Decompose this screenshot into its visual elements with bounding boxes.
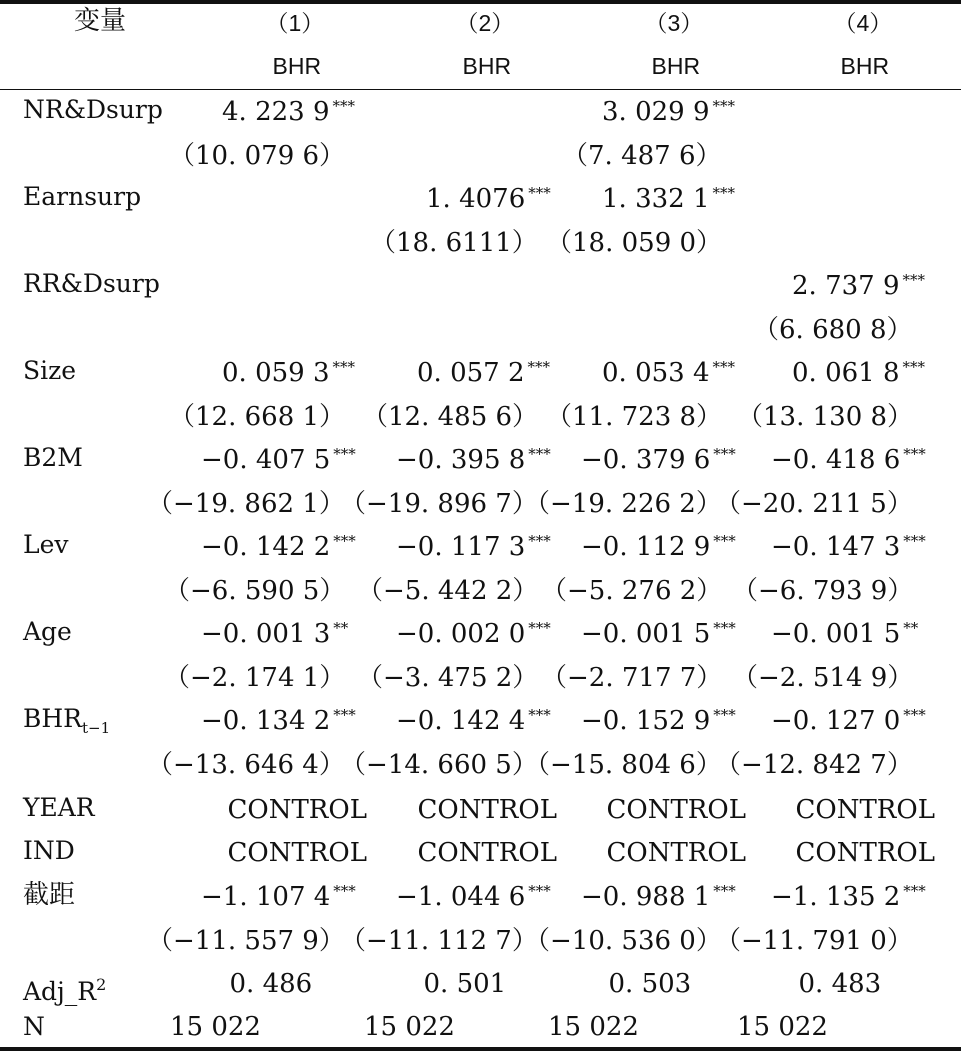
header-column-number: （3） <box>644 10 704 36</box>
row-intercept-label: 截距 <box>23 880 76 910</box>
significance-stars: *** <box>332 97 356 115</box>
row-age-coefficient: −0. 001 5 *** <box>581 619 736 649</box>
significance-stars: *** <box>333 706 356 724</box>
header-dependent-variable: BHR <box>840 53 890 79</box>
row-lev-coefficient: −0. 112 9 *** <box>581 532 736 562</box>
ind-control-value: CONTROL <box>606 838 746 868</box>
row-intercept-t-statistic: （−11. 791 0） <box>715 926 913 956</box>
row-intercept-t-statistic: （−11. 112 7） <box>340 926 538 956</box>
row-b2m-t-statistic: （−19. 862 1） <box>147 489 345 519</box>
row-intercept-coefficient: −1. 107 4 *** <box>201 882 356 912</box>
row-b2m-coefficient: −0. 395 8 *** <box>396 445 551 475</box>
row-b2m-t-statistic: （−19. 226 2） <box>524 489 722 519</box>
row-nr-dsurp-coefficient: 3. 029 9 *** <box>602 97 736 127</box>
significance-stars: *** <box>713 445 736 463</box>
row-b2m-label: B2M <box>23 443 83 472</box>
row-lev-coefficient: −0. 117 3 *** <box>396 532 551 562</box>
significance-stars: *** <box>903 706 926 724</box>
significance-stars: *** <box>333 532 356 550</box>
row-age-coefficient: −0. 001 5 ** <box>771 619 919 649</box>
row-intercept-t-statistic: （−11. 557 9） <box>147 926 345 956</box>
row-bhr-coefficient: −0. 127 0 *** <box>771 706 926 736</box>
row-intercept-coefficient: −0. 988 1 *** <box>581 882 736 912</box>
header-column-number: （1） <box>265 10 325 36</box>
row-size-coefficient: 0. 061 8 *** <box>792 358 926 388</box>
ind-control-value: CONTROL <box>227 838 367 868</box>
row-rr-dsurp-coefficient: 2. 737 9 *** <box>792 271 926 301</box>
row-b2m-t-statistic: （−19. 896 7） <box>340 489 538 519</box>
row-nr-dsurp-t-statistic: （7. 487 6） <box>562 141 722 171</box>
row-bhr-t-statistic: （−14. 660 5） <box>340 750 538 780</box>
row-intercept-coefficient: −1. 135 2 *** <box>771 882 926 912</box>
ind-label: IND <box>23 836 75 865</box>
row-nr-dsurp-label: NR&Dsurp <box>23 95 163 124</box>
row-age-t-statistic: （−2. 717 7） <box>541 663 723 693</box>
row-size-t-statistic: （12. 668 1） <box>169 402 346 432</box>
row-rr-dsurp-t-statistic: （6. 680 8） <box>753 315 913 345</box>
row-lev-t-statistic: （−6. 793 9） <box>732 576 914 606</box>
row-b2m-coefficient: −0. 379 6 *** <box>581 445 736 475</box>
adj-r2-label: $Adj\_R^2$ <box>23 975 107 1006</box>
row-lev-label: Lev <box>23 530 69 559</box>
row-bhr-t-statistic: （−15. 804 6） <box>524 750 722 780</box>
n-value: 15 022 <box>548 1012 639 1042</box>
significance-stars: *** <box>902 358 926 376</box>
significance-stars: *** <box>903 445 926 463</box>
significance-stars: *** <box>713 532 736 550</box>
header-column-number: （4） <box>833 10 893 36</box>
row-size-label: Size <box>23 356 77 385</box>
row-bhr-t-statistic: （−12. 842 7） <box>715 750 913 780</box>
row-nr-dsurp-coefficient: 4. 223 9 *** <box>222 97 356 127</box>
year-label: YEAR <box>23 793 95 822</box>
significance-stars: *** <box>712 184 736 202</box>
year-control-value: CONTROL <box>795 795 935 825</box>
n-value: 15 022 <box>737 1012 828 1042</box>
row-age-coefficient: −0. 001 3 ** <box>201 619 349 649</box>
row-age-coefficient: −0. 002 0 *** <box>396 619 551 649</box>
row-age-label: Age <box>23 617 72 646</box>
header-column-number: （2） <box>455 10 515 36</box>
n-value: 15 022 <box>170 1012 261 1042</box>
ind-control-value: CONTROL <box>417 838 557 868</box>
row-earnsurp-t-statistic: （18. 059 0） <box>546 228 723 258</box>
row-lev-coefficient: −0. 142 2 *** <box>201 532 356 562</box>
row-b2m-coefficient: −0. 418 6 *** <box>771 445 926 475</box>
adj-r2-value: 0. 501 <box>423 969 507 999</box>
row-lev-t-statistic: （−5. 276 2） <box>541 576 723 606</box>
row-intercept-coefficient: −1. 044 6 *** <box>396 882 551 912</box>
row-age-t-statistic: （−2. 174 1） <box>164 663 346 693</box>
significance-stars: *** <box>713 882 736 900</box>
header-variable: 变量 <box>74 6 127 36</box>
header-dependent-variable: BHR <box>651 53 701 79</box>
row-b2m-t-statistic: （−20. 211 5） <box>715 489 913 519</box>
row-age-t-statistic: （−3. 475 2） <box>357 663 539 693</box>
row-size-coefficient: 0. 059 3 *** <box>222 358 356 388</box>
header-dependent-variable: BHR <box>272 53 322 79</box>
row-nr-dsurp-t-statistic: （10. 079 6） <box>169 141 346 171</box>
row-lev-coefficient: −0. 147 3 *** <box>771 532 926 562</box>
significance-stars: *** <box>903 532 926 550</box>
year-control-value: CONTROL <box>417 795 557 825</box>
row-size-t-statistic: （13. 130 8） <box>737 402 914 432</box>
significance-stars: *** <box>333 445 356 463</box>
significance-stars: *** <box>528 619 551 637</box>
row-earnsurp-label: Earnsurp <box>23 182 142 211</box>
significance-stars: *** <box>713 706 736 724</box>
header-dependent-variable: BHR <box>462 53 512 79</box>
year-control-value: CONTROL <box>606 795 746 825</box>
significance-stars: *** <box>712 358 736 376</box>
adj-r2-value: 0. 483 <box>798 969 882 999</box>
row-size-coefficient: 0. 053 4 *** <box>602 358 736 388</box>
significance-stars: *** <box>333 882 356 900</box>
row-size-coefficient: 0. 057 2 *** <box>417 358 551 388</box>
row-bhr-coefficient: −0. 134 2 *** <box>201 706 356 736</box>
row-bhr-coefficient: −0. 152 9 *** <box>581 706 736 736</box>
table-bottom-rule <box>0 1047 961 1051</box>
significance-stars: *** <box>902 271 926 289</box>
row-b2m-coefficient: −0. 407 5 *** <box>201 445 356 475</box>
significance-stars: *** <box>332 358 356 376</box>
row-bhr-coefficient: −0. 142 4 *** <box>396 706 551 736</box>
n-value: 15 022 <box>364 1012 455 1042</box>
significance-stars: ** <box>333 619 349 637</box>
adj-r2-value: 0. 503 <box>608 969 692 999</box>
row-lev-t-statistic: （−6. 590 5） <box>164 576 346 606</box>
row-size-t-statistic: （12. 485 6） <box>362 402 539 432</box>
significance-stars: *** <box>528 532 551 550</box>
significance-stars: *** <box>528 706 551 724</box>
ind-control-value: CONTROL <box>795 838 935 868</box>
row-intercept-t-statistic: （−10. 536 0） <box>524 926 722 956</box>
row-earnsurp-coefficient: 1. 4076 *** <box>426 184 551 214</box>
significance-stars: *** <box>903 882 926 900</box>
year-control-value: CONTROL <box>227 795 367 825</box>
table-header-rule <box>0 89 961 90</box>
row-bhr-label: $BHR_{t-1}$ <box>23 704 111 737</box>
table-top-rule <box>0 0 961 4</box>
n-label: N <box>23 1012 45 1041</box>
row-age-t-statistic: （−2. 514 9） <box>732 663 914 693</box>
row-earnsurp-coefficient: 1. 332 1 *** <box>602 184 736 214</box>
row-bhr-t-statistic: （−13. 646 4） <box>147 750 345 780</box>
significance-stars: *** <box>528 184 551 202</box>
significance-stars: *** <box>527 358 551 376</box>
significance-stars: *** <box>712 97 736 115</box>
row-earnsurp-t-statistic: （18. 6111） <box>370 228 538 258</box>
significance-stars: *** <box>528 882 551 900</box>
adj-r2-value: 0. 486 <box>229 969 313 999</box>
row-rr-dsurp-label: RR&Dsurp <box>23 269 160 298</box>
significance-stars: ** <box>903 619 919 637</box>
row-lev-t-statistic: （−5. 442 2） <box>357 576 539 606</box>
significance-stars: *** <box>528 445 551 463</box>
row-size-t-statistic: （11. 723 8） <box>546 402 723 432</box>
significance-stars: *** <box>713 619 736 637</box>
